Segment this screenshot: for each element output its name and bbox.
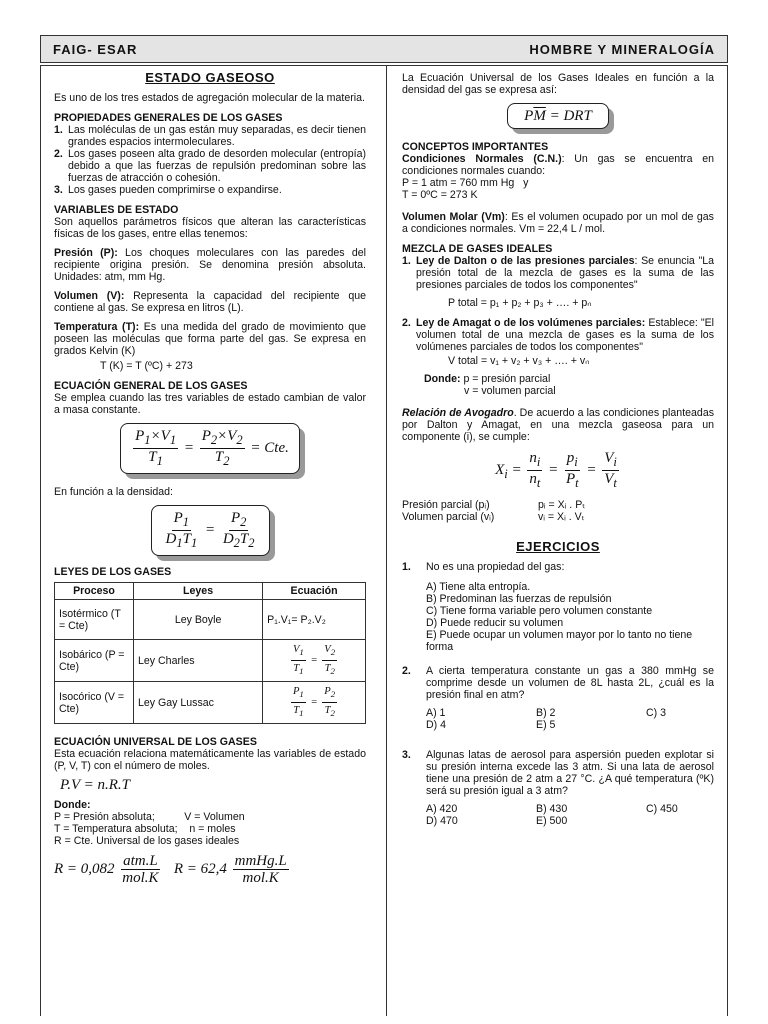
- dalton-eq: P total = p₁ + p₂ + p₃ + …. + pₙ: [448, 297, 592, 309]
- option: A) 1: [426, 707, 446, 719]
- exercise-3: [402, 749, 714, 797]
- mezcla-list-2: [402, 317, 714, 353]
- vars-heading: VARIABLES DE ESTADO: [54, 204, 179, 216]
- page-header: [40, 35, 728, 63]
- donde-line: P = Presión absoluta; V = Volumen: [54, 811, 245, 824]
- list-item: 3. Los gases pueden comprimirse o expandirse.: [54, 184, 282, 196]
- props-heading: PROPIEDADES GENERALES DE LOS GASES: [54, 112, 283, 124]
- pvnrt-eq: P.V = n.R.T: [60, 777, 130, 794]
- donde-line: T = Temperatura absoluta; n = moles: [54, 823, 236, 836]
- exercise-2: [402, 665, 714, 701]
- cn-def: Condiciones Normales (C.N.): Un gas se encuentra en condiciones normales cuando:: [402, 153, 714, 177]
- donde-label: Donde:: [54, 799, 91, 812]
- list-item: 3. Algunas latas de aerosol para aspersión pueden explotar si su presión interna excede las 3 atm. Si una lata de aerosol tiene una presión de 2 atm a 27 °C. ¿A qué temperatura (ºK) será su presión igual a 3 atm?: [402, 749, 714, 797]
- density-equation: $\frac{P_1}{D_1T_1}$ = $\frac{P_2}{D_2T_2}$: [54, 505, 366, 556]
- kelvin-eq: T (K) = T (ºC) + 273: [100, 360, 193, 372]
- univ-heading: ECUACIÓN UNIVERSAL DE LOS GASES: [54, 736, 257, 749]
- table-header: Leyes: [134, 583, 263, 600]
- option: D) 4: [426, 719, 447, 731]
- option: D) 470: [426, 815, 458, 827]
- option: D) Puede reducir su volumen: [426, 617, 564, 629]
- presion-def: Presión (P): Los choques moleculares con las paredes del recipiente origina presión. Se denomina presión absoluta. Unidades: atm, mm Hg.: [54, 247, 366, 283]
- column-divider: [386, 65, 387, 1016]
- option: E) 500: [536, 815, 568, 827]
- table-header: Proceso: [55, 583, 134, 600]
- mezcla-list: [402, 255, 714, 291]
- option: E) 5: [536, 719, 556, 731]
- amagat-eq: V total = v₁ + v₂ + v₃ + …. + vₙ: [448, 355, 590, 367]
- header-left: FAIG- ESAR: [53, 41, 138, 57]
- dens-intro: La Ecuación Universal de los Gases Ideales en función a la densidad del gas se expresa así:: [402, 72, 714, 96]
- mezcla-heading: MEZCLA DE GASES IDEALES: [402, 243, 553, 255]
- list-item: 1. No es una propiedad del gas:: [402, 561, 565, 573]
- volumen-def: Volumen (V): Representa la capacidad del recipiente que contiene al gas. Se expresa en litros (L).: [54, 290, 366, 314]
- avogadro-def: Relación de Avogadro. De acuerdo a las condiciones planteadas por Dalton y Amagat, en una mezcla gaseosa para un componente (i), se cumple:: [402, 407, 715, 443]
- option: C) 3: [646, 707, 667, 719]
- univ-text: Esta ecuación relaciona matemáticamente las variables de estado (P, V, T) con el número de moles.: [54, 748, 366, 773]
- option: A) Tiene alta entropía.: [426, 581, 531, 593]
- header-right: HOMBRE Y MINERALOGÍA: [529, 41, 715, 57]
- option: B) Predominan las fuerzas de repulsión: [426, 593, 612, 605]
- general-equation: $\frac{P_1\times V_1}{T_1}$ = $\frac{P_2\times V_2}{T_2}$ = Cte.: [54, 423, 366, 474]
- molar-fraction-eq: $X_i$ = $\frac{n_i}{n_t}$ = $\frac{p_i}{P_t}$ = $\frac{V_i}{V_t}$: [495, 450, 617, 490]
- list-item: 1. Las moléculas de un gas están muy separadas, es decir tienen grandes espacios intermoleculares.: [54, 124, 366, 148]
- option: A) 420: [426, 803, 458, 815]
- section-title: ESTADO GASEOSO: [145, 70, 275, 85]
- donde-line: R = Cte. Universal de los gases ideales: [54, 835, 240, 848]
- vp-row: Volumen parcial (vᵢ) vᵢ = Xᵢ . Vₜ: [402, 511, 585, 523]
- conceptos-heading: CONCEPTOS IMPORTANTES: [402, 141, 549, 153]
- exercise-1: [402, 561, 714, 573]
- table-row: Isocórico (V = Cte) Ley Gay Lussac $\frac{P_1}{T_1}$ = $\frac{P_2}{T_2}$: [55, 682, 366, 724]
- vm-def: Volumen Molar (Vm): Es el volumen ocupado por un mol de gas a condiciones normales. Vm = 22,4 L / mol.: [402, 211, 714, 235]
- option: B) 2: [536, 707, 556, 719]
- option: E) Puede ocupar un volumen mayor por lo tanto no tiene forma: [426, 629, 693, 653]
- table-row: Isobárico (P = Cte) Ley Charles $\frac{V_1}{T_1}$ = $\frac{V_2}{T_2}$: [55, 640, 366, 682]
- option: C) Tiene forma variable pero volumen constante: [426, 605, 653, 617]
- table-header: Ecuación: [263, 583, 366, 600]
- leyes-heading: LEYES DE LOS GASES: [54, 566, 172, 578]
- list-item: 1. Ley de Dalton o de las presiones parciales: Se enuncia "La presión total de la mezcla de gases es la suma de las presiones parciales de todos los componentes": [402, 255, 714, 291]
- gas-laws-table: [54, 582, 366, 724]
- right-column: [402, 72, 714, 827]
- q2-options: [426, 707, 714, 731]
- option: C) 450: [646, 803, 678, 815]
- pp-row: Presión parcial (pᵢ) pᵢ = Xᵢ . Pₜ: [402, 499, 586, 511]
- r-constant: R = 0,082 $\frac{\text{atm.L}}{\text{mol.K}}$ R = 62,4 $\frac{\text{mmHg.L}}{\text{mol.K}}$: [54, 853, 287, 887]
- props-list: [54, 124, 366, 196]
- cn-t: T = 0ºC = 273 K: [402, 189, 478, 201]
- cn-p: P = 1 atm = 760 mm Hg y: [402, 177, 529, 189]
- ejercicios-title: EJERCICIOS: [516, 539, 600, 554]
- temp-def: Temperatura (T): Es una medida del grado de movimiento que poseen las moléculas que forma parte del gas. Se expresa en grados Kelvin (K): [54, 321, 367, 357]
- list-item: 2. A cierta temperatura constante un gas a 380 mmHg se comprime desde un volumen de 8L hasta 2L, ¿cuál es la presión final en atm?: [402, 665, 714, 701]
- option: B) 430: [536, 803, 568, 815]
- q1-options: [426, 581, 714, 653]
- gen-text: Se emplea cuando las tres variables de estado cambian de valor a masa constante.: [54, 392, 366, 416]
- gen-heading: ECUACIÓN GENERAL DE LOS GASES: [54, 380, 248, 392]
- table-row: Isotérmico (T = Cte) Ley Boyle P₁.V₁= P₂.V₂: [55, 600, 366, 640]
- densidad-text: En función a la densidad:: [54, 486, 173, 498]
- left-column: [54, 72, 366, 886]
- density-ideal-eq: $P\overline{M}$ = DRT: [402, 103, 714, 129]
- q3-options: [426, 803, 714, 827]
- list-item: 2. Ley de Amagat o de los volúmenes parciales: Establece: "El volumen total de una mezcla de gases es la suma de los volúmenes parciales de todos los componentes": [402, 317, 714, 353]
- intro-text: Es uno de los tres estados de agregación molecular de la materia.: [54, 92, 365, 104]
- donde-block: Donde: p = presión parcial v = volumen parcial: [424, 373, 556, 397]
- vars-intro: Son aquellos parámetros físicos que alteran las características físicas de los gases, entre ellas tenemos:: [54, 216, 366, 240]
- list-item: 2. Los gases poseen alta grado de desorden molecular (entropía) debido a que las fuerzas de repulsión predominan sobre las fuerzas de atracción o cohesión.: [54, 148, 366, 184]
